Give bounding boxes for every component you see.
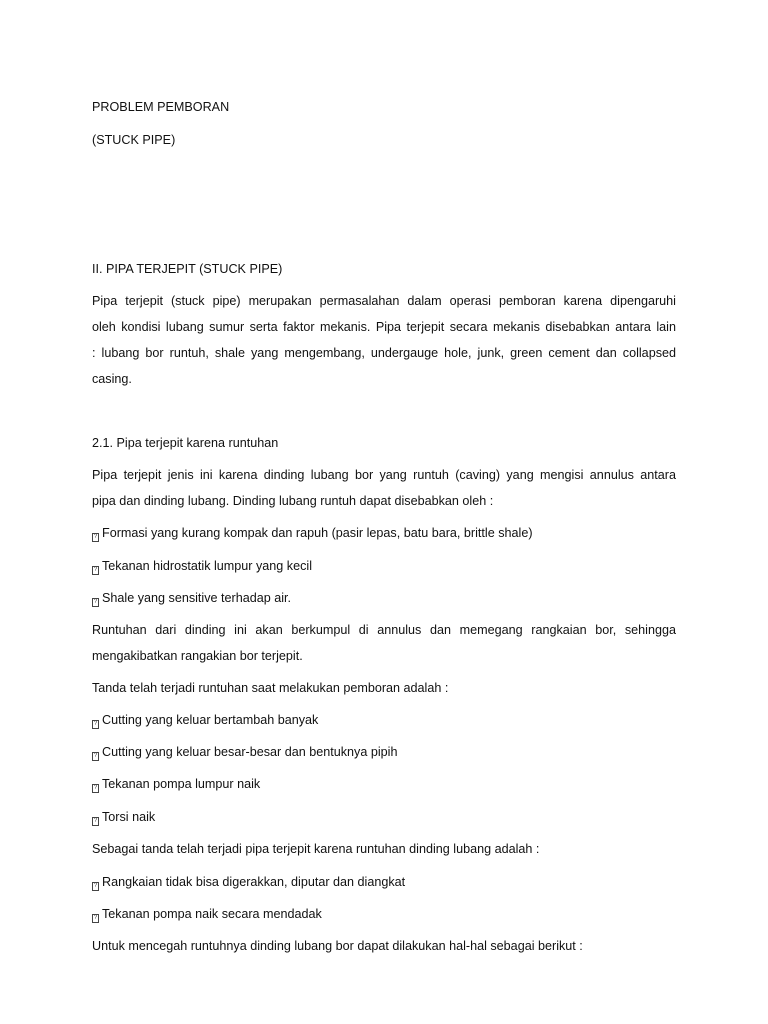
missing-glyph-icon: ? [93,785,98,791]
missing-glyph-icon: ? [93,721,98,727]
document-title: PROBLEM PEMBORAN [92,100,230,114]
cause-item-2: ? Tekanan hidrostatik lumpur yang kecil [93,559,313,573]
sign-item-1: ? Cutting yang keluar bertambah banyak [93,713,319,727]
missing-glyph-icon: ? [93,753,98,759]
cause-item-3: ? Shale yang sensitive terhadap air. [93,591,292,605]
subsection-intro-line-1: Pipa terjepit jenis ini karena dinding lubang bor yang runtuh (caving) yang mengisi annulus antara [92,468,676,482]
document-page [92,0,676,1024]
intro-line-3: : lubang bor runtuh, shale yang mengembang, undergauge hole, junk, green cement dan collapsed [92,346,676,360]
missing-glyph-icon: ? [93,883,98,889]
cause-item-1: ? Formasi yang kurang kompak dan rapuh (pasir lepas, batu bara, brittle shale) [93,526,533,540]
result-line-1: Runtuhan dari dinding ini akan berkumpul di annulus dan memegang rangkaian bor, sehingga [92,623,676,637]
subsection-heading: 2.1. Pipa terjepit karena runtuhan [92,436,279,450]
sign-item-2: ? Cutting yang keluar besar-besar dan bentuknya pipih [93,745,398,759]
sign-item-3: ? Tekanan pompa lumpur naik [93,777,261,791]
stuck-sign-item-1: ? Rangkaian tidak bisa digerakkan, diputar dan diangkat [93,875,406,889]
prevention-heading: Untuk mencegah runtuhnya dinding lubang bor dapat dilakukan hal-hal sebagai berikut : [92,939,583,953]
intro-line-2: oleh kondisi lubang sumur serta faktor mekanis. Pipa terjepit secara mekanis disebabkan antara lain [92,320,676,334]
missing-glyph-icon: ? [93,567,98,573]
result-line-2: mengakibatkan rangakian bor terjepit. [92,649,303,663]
missing-glyph-icon: ? [93,534,98,540]
missing-glyph-icon: ? [93,818,98,824]
stuck-sign-item-2: ? Tekanan pompa naik secara mendadak [93,907,322,921]
missing-glyph-icon: ? [93,599,98,605]
intro-line-1: Pipa terjepit (stuck pipe) merupakan permasalahan dalam operasi pemboran karena dipengaruhi [92,294,676,308]
signs-heading: Tanda telah terjadi runtuhan saat melakukan pemboran adalah : [92,681,449,695]
sign-item-4: ? Torsi naik [93,810,156,824]
intro-line-4: casing. [92,372,132,386]
missing-glyph-icon: ? [93,915,98,921]
section-heading: II. PIPA TERJEPIT (STUCK PIPE) [92,262,283,276]
document-subtitle: (STUCK PIPE) [92,133,176,147]
stuck-signs-heading: Sebagai tanda telah terjadi pipa terjepit karena runtuhan dinding lubang adalah : [92,842,540,856]
subsection-intro-line-2: pipa dan dinding lubang. Dinding lubang runtuh dapat disebabkan oleh : [92,494,494,508]
